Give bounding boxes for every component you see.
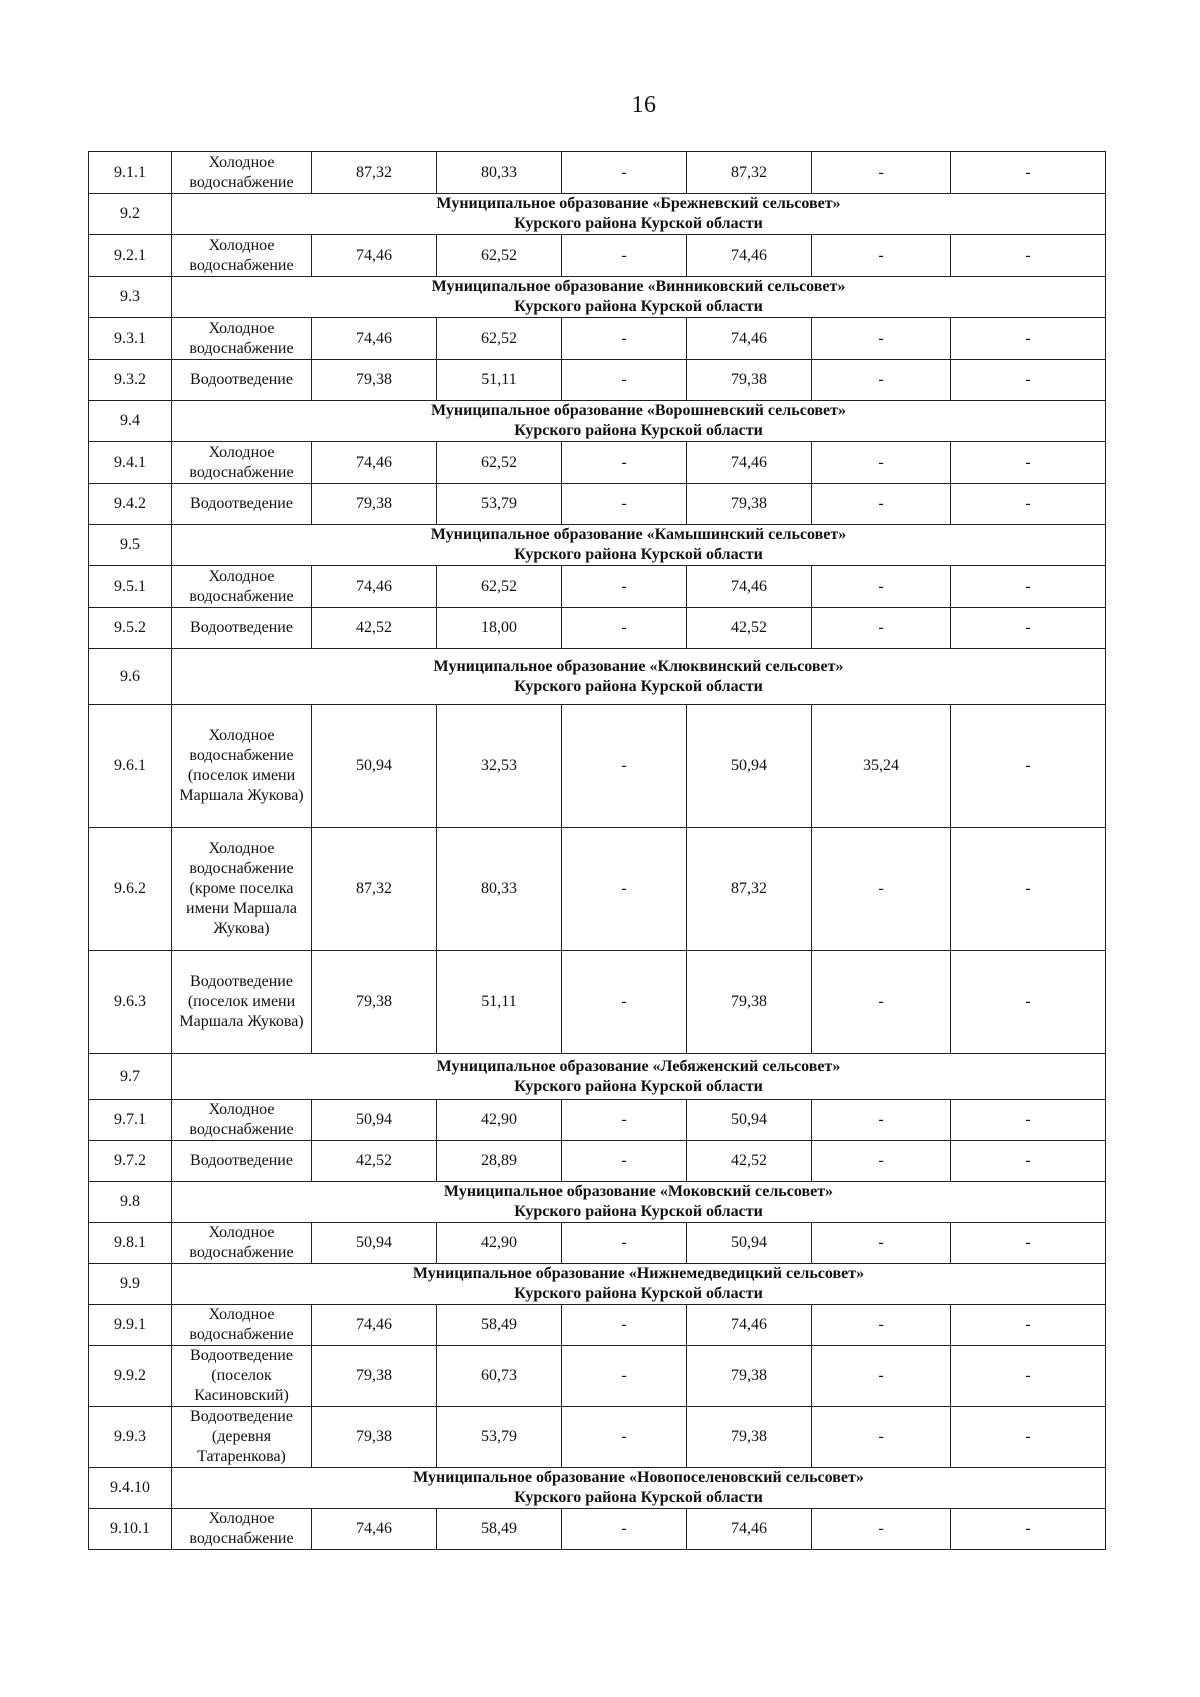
value-cell-2: 28,89 [437, 1141, 562, 1182]
value-cell-5: - [812, 566, 951, 608]
municipality-header [172, 194, 1106, 235]
table-row [89, 484, 1106, 525]
municipality-header [172, 649, 1106, 705]
service-name: Холодное водоснабжение [172, 1223, 312, 1264]
row-number: 9.5.1 [89, 566, 172, 608]
value-cell-2: 51,11 [437, 360, 562, 401]
row-number: 9.1.1 [89, 152, 172, 194]
value-cell-4: 50,94 [687, 1223, 812, 1264]
value-cell-3: - [562, 442, 687, 484]
value-cell-1: 79,38 [312, 1346, 437, 1407]
value-cell-2: 42,90 [437, 1223, 562, 1264]
municipality-district: Курского района Курской области [514, 546, 763, 563]
municipality-name: Муниципальное образование «Ворошневский сельсовет» [430, 402, 847, 419]
value-cell-1: 74,46 [312, 442, 437, 484]
value-cell-3: - [562, 318, 687, 360]
row-number: 9.6.1 [89, 705, 172, 828]
value-cell-3: - [562, 1100, 687, 1141]
table-row [89, 566, 1106, 608]
value-cell-4: 74,46 [687, 566, 812, 608]
value-cell-6: - [951, 442, 1106, 484]
value-cell-6: - [951, 1305, 1106, 1346]
table-row [89, 360, 1106, 401]
table-row [89, 1407, 1106, 1468]
municipality-header [172, 1182, 1106, 1223]
row-number: 9.9 [89, 1264, 172, 1305]
value-cell-4: 42,52 [687, 1141, 812, 1182]
municipality-name: Муниципальное образование «Лебяженский сельсовет» [436, 1057, 841, 1075]
value-cell-6: - [951, 318, 1106, 360]
municipality-header-row [89, 1468, 1106, 1509]
municipality-header [172, 1468, 1106, 1509]
value-cell-3: - [562, 1407, 687, 1468]
service-name: Водоотведение (поселок имени Маршала Жукова) [172, 951, 312, 1054]
value-cell-6: - [951, 1407, 1106, 1468]
value-cell-4: 87,32 [687, 828, 812, 951]
value-cell-3: - [562, 484, 687, 525]
value-cell-5: - [812, 360, 951, 401]
value-cell-3: - [562, 1141, 687, 1182]
value-cell-3: - [562, 1509, 687, 1550]
value-cell-1: 87,32 [312, 152, 437, 194]
table-row [89, 1223, 1106, 1264]
value-cell-1: 79,38 [312, 951, 437, 1054]
municipality-header-row [89, 277, 1106, 318]
service-name: Водоотведение [172, 1141, 312, 1182]
service-name: Холодное водоснабжение [172, 1100, 312, 1141]
value-cell-6: - [951, 705, 1106, 828]
municipality-header-row [89, 1054, 1106, 1100]
tariff-table [88, 151, 1106, 1550]
service-name: Холодное водоснабжение [172, 1305, 312, 1346]
value-cell-4: 87,32 [687, 152, 812, 194]
municipality-district: Курского района Курской области [514, 1285, 763, 1302]
row-number: 9.4 [89, 401, 172, 442]
value-cell-5: - [812, 1509, 951, 1550]
value-cell-4: 74,46 [687, 318, 812, 360]
value-cell-5: - [812, 1141, 951, 1182]
row-number: 9.6.3 [89, 951, 172, 1054]
row-number: 9.9.3 [89, 1407, 172, 1468]
municipality-district: Курского района Курской области [514, 1077, 763, 1095]
municipality-header [172, 277, 1106, 318]
value-cell-6: - [951, 1223, 1106, 1264]
value-cell-2: 42,90 [437, 1100, 562, 1141]
value-cell-4: 79,38 [687, 951, 812, 1054]
row-number: 9.4.10 [89, 1468, 172, 1509]
row-number: 9.5.2 [89, 608, 172, 649]
value-cell-2: 58,49 [437, 1305, 562, 1346]
row-number: 9.7 [89, 1054, 172, 1100]
value-cell-3: - [562, 1305, 687, 1346]
municipality-header-row [89, 401, 1106, 442]
service-name: Холодное водоснабжение [172, 1509, 312, 1550]
municipality-district: Курского района Курской области [514, 298, 763, 315]
value-cell-5: - [812, 235, 951, 277]
value-cell-1: 42,52 [312, 1141, 437, 1182]
municipality-header-row [89, 1182, 1106, 1223]
service-name: Холодное водоснабжение [172, 235, 312, 277]
table-row [89, 705, 1106, 828]
table-row [89, 1509, 1106, 1550]
value-cell-4: 74,46 [687, 1509, 812, 1550]
service-name: Холодное водоснабжение [172, 318, 312, 360]
row-number: 9.8 [89, 1182, 172, 1223]
value-cell-4: 79,38 [687, 484, 812, 525]
value-cell-1: 50,94 [312, 1100, 437, 1141]
municipality-header-row [89, 525, 1106, 566]
value-cell-3: - [562, 705, 687, 828]
value-cell-1: 79,38 [312, 484, 437, 525]
municipality-name: Муниципальное образование «Новопоселеновский сельсовет» [413, 1469, 864, 1486]
service-name: Холодное водоснабжение [172, 442, 312, 484]
value-cell-2: 53,79 [437, 1407, 562, 1468]
value-cell-5: - [812, 484, 951, 525]
row-number: 9.3 [89, 277, 172, 318]
value-cell-2: 62,52 [437, 318, 562, 360]
row-number: 9.2 [89, 194, 172, 235]
table-row [89, 318, 1106, 360]
value-cell-5: - [812, 152, 951, 194]
service-name: Холодное водоснабжение [172, 566, 312, 608]
value-cell-5: - [812, 318, 951, 360]
municipality-name: Муниципальное образование «Моковский сельсовет» [443, 1183, 834, 1200]
municipality-name: Муниципальное образование «Брежневский сельсовет» [436, 195, 841, 212]
municipality-header-row [89, 1264, 1106, 1305]
municipality-district: Курского района Курской области [514, 215, 763, 232]
value-cell-6: - [951, 360, 1106, 401]
value-cell-3: - [562, 608, 687, 649]
municipality-name: Муниципальное образование «Клюквинский сельсовет» [433, 657, 844, 675]
value-cell-1: 50,94 [312, 705, 437, 828]
table-row [89, 1305, 1106, 1346]
value-cell-1: 74,46 [312, 1509, 437, 1550]
service-name: Холодное водоснабжение [172, 152, 312, 194]
row-number: 9.3.2 [89, 360, 172, 401]
service-name: Водоотведение (деревня Татаренкова) [172, 1407, 312, 1468]
municipality-header-row [89, 194, 1106, 235]
value-cell-3: - [562, 828, 687, 951]
value-cell-1: 74,46 [312, 318, 437, 360]
value-cell-3: - [562, 566, 687, 608]
value-cell-2: 51,11 [437, 951, 562, 1054]
value-cell-6: - [951, 828, 1106, 951]
value-cell-6: - [951, 484, 1106, 525]
value-cell-5: 35,24 [812, 705, 951, 828]
value-cell-4: 42,52 [687, 608, 812, 649]
tariff-table-body [89, 152, 1106, 1550]
service-name: Водоотведение [172, 360, 312, 401]
value-cell-1: 74,46 [312, 1305, 437, 1346]
municipality-district: Курского района Курской области [514, 677, 763, 695]
municipality-header [172, 1264, 1106, 1305]
service-name: Холодное водоснабжение (кроме поселка имени Маршала Жукова) [172, 828, 312, 951]
value-cell-2: 53,79 [437, 484, 562, 525]
value-cell-5: - [812, 442, 951, 484]
value-cell-5: - [812, 1305, 951, 1346]
value-cell-2: 80,33 [437, 828, 562, 951]
value-cell-5: - [812, 1346, 951, 1407]
municipality-district: Курского района Курской области [514, 1203, 763, 1220]
value-cell-4: 74,46 [687, 442, 812, 484]
value-cell-1: 79,38 [312, 360, 437, 401]
municipality-district: Курского района Курской области [514, 422, 763, 439]
row-number: 9.7.2 [89, 1141, 172, 1182]
value-cell-4: 74,46 [687, 235, 812, 277]
table-row [89, 828, 1106, 951]
row-number: 9.7.1 [89, 1100, 172, 1141]
table-row [89, 1141, 1106, 1182]
row-number: 9.3.1 [89, 318, 172, 360]
value-cell-5: - [812, 608, 951, 649]
table-row [89, 1346, 1106, 1407]
value-cell-5: - [812, 1223, 951, 1264]
value-cell-6: - [951, 235, 1106, 277]
value-cell-1: 74,46 [312, 235, 437, 277]
value-cell-2: 32,53 [437, 705, 562, 828]
table-row [89, 235, 1106, 277]
service-name: Водоотведение [172, 484, 312, 525]
page-number: 16 [631, 92, 657, 118]
value-cell-6: - [951, 566, 1106, 608]
value-cell-6: - [951, 1346, 1106, 1407]
municipality-header [172, 1054, 1106, 1100]
value-cell-4: 50,94 [687, 705, 812, 828]
value-cell-1: 42,52 [312, 608, 437, 649]
value-cell-4: 79,38 [687, 1346, 812, 1407]
table-row [89, 951, 1106, 1054]
municipality-name: Муниципальное образование «Камышинский сельсовет» [430, 526, 847, 543]
municipality-name: Муниципальное образование «Нижнемедведицкий сельсовет» [412, 1265, 865, 1282]
value-cell-6: - [951, 152, 1106, 194]
value-cell-5: - [812, 1100, 951, 1141]
municipality-header [172, 525, 1106, 566]
value-cell-4: 79,38 [687, 1407, 812, 1468]
row-number: 9.4.1 [89, 442, 172, 484]
value-cell-2: 62,52 [437, 235, 562, 277]
value-cell-1: 74,46 [312, 566, 437, 608]
value-cell-2: 60,73 [437, 1346, 562, 1407]
value-cell-3: - [562, 1346, 687, 1407]
row-number: 9.5 [89, 525, 172, 566]
value-cell-1: 50,94 [312, 1223, 437, 1264]
row-number: 9.6.2 [89, 828, 172, 951]
service-name: Водоотведение (поселок Касиновский) [172, 1346, 312, 1407]
table-row [89, 152, 1106, 194]
value-cell-3: - [562, 235, 687, 277]
value-cell-6: - [951, 608, 1106, 649]
value-cell-3: - [562, 951, 687, 1054]
table-row [89, 1100, 1106, 1141]
value-cell-2: 80,33 [437, 152, 562, 194]
value-cell-3: - [562, 360, 687, 401]
value-cell-1: 79,38 [312, 1407, 437, 1468]
municipality-name: Муниципальное образование «Винниковский сельсовет» [431, 278, 846, 295]
table-row [89, 442, 1106, 484]
municipality-header [172, 401, 1106, 442]
municipality-header-row [89, 649, 1106, 705]
value-cell-6: - [951, 1509, 1106, 1550]
value-cell-5: - [812, 828, 951, 951]
value-cell-2: 18,00 [437, 608, 562, 649]
row-number: 9.4.2 [89, 484, 172, 525]
table-row [89, 608, 1106, 649]
value-cell-4: 74,46 [687, 1305, 812, 1346]
row-number: 9.6 [89, 649, 172, 705]
value-cell-2: 62,52 [437, 442, 562, 484]
value-cell-4: 79,38 [687, 360, 812, 401]
value-cell-6: - [951, 1100, 1106, 1141]
value-cell-6: - [951, 951, 1106, 1054]
value-cell-5: - [812, 1407, 951, 1468]
service-name: Холодное водоснабжение (поселок имени Маршала Жукова) [172, 705, 312, 828]
value-cell-2: 58,49 [437, 1509, 562, 1550]
value-cell-5: - [812, 951, 951, 1054]
value-cell-4: 50,94 [687, 1100, 812, 1141]
row-number: 9.2.1 [89, 235, 172, 277]
row-number: 9.9.1 [89, 1305, 172, 1346]
value-cell-3: - [562, 1223, 687, 1264]
row-number: 9.10.1 [89, 1509, 172, 1550]
municipality-district: Курского района Курской области [514, 1489, 763, 1506]
row-number: 9.9.2 [89, 1346, 172, 1407]
row-number: 9.8.1 [89, 1223, 172, 1264]
service-name: Водоотведение [172, 608, 312, 649]
value-cell-1: 87,32 [312, 828, 437, 951]
value-cell-6: - [951, 1141, 1106, 1182]
value-cell-3: - [562, 152, 687, 194]
value-cell-2: 62,52 [437, 566, 562, 608]
